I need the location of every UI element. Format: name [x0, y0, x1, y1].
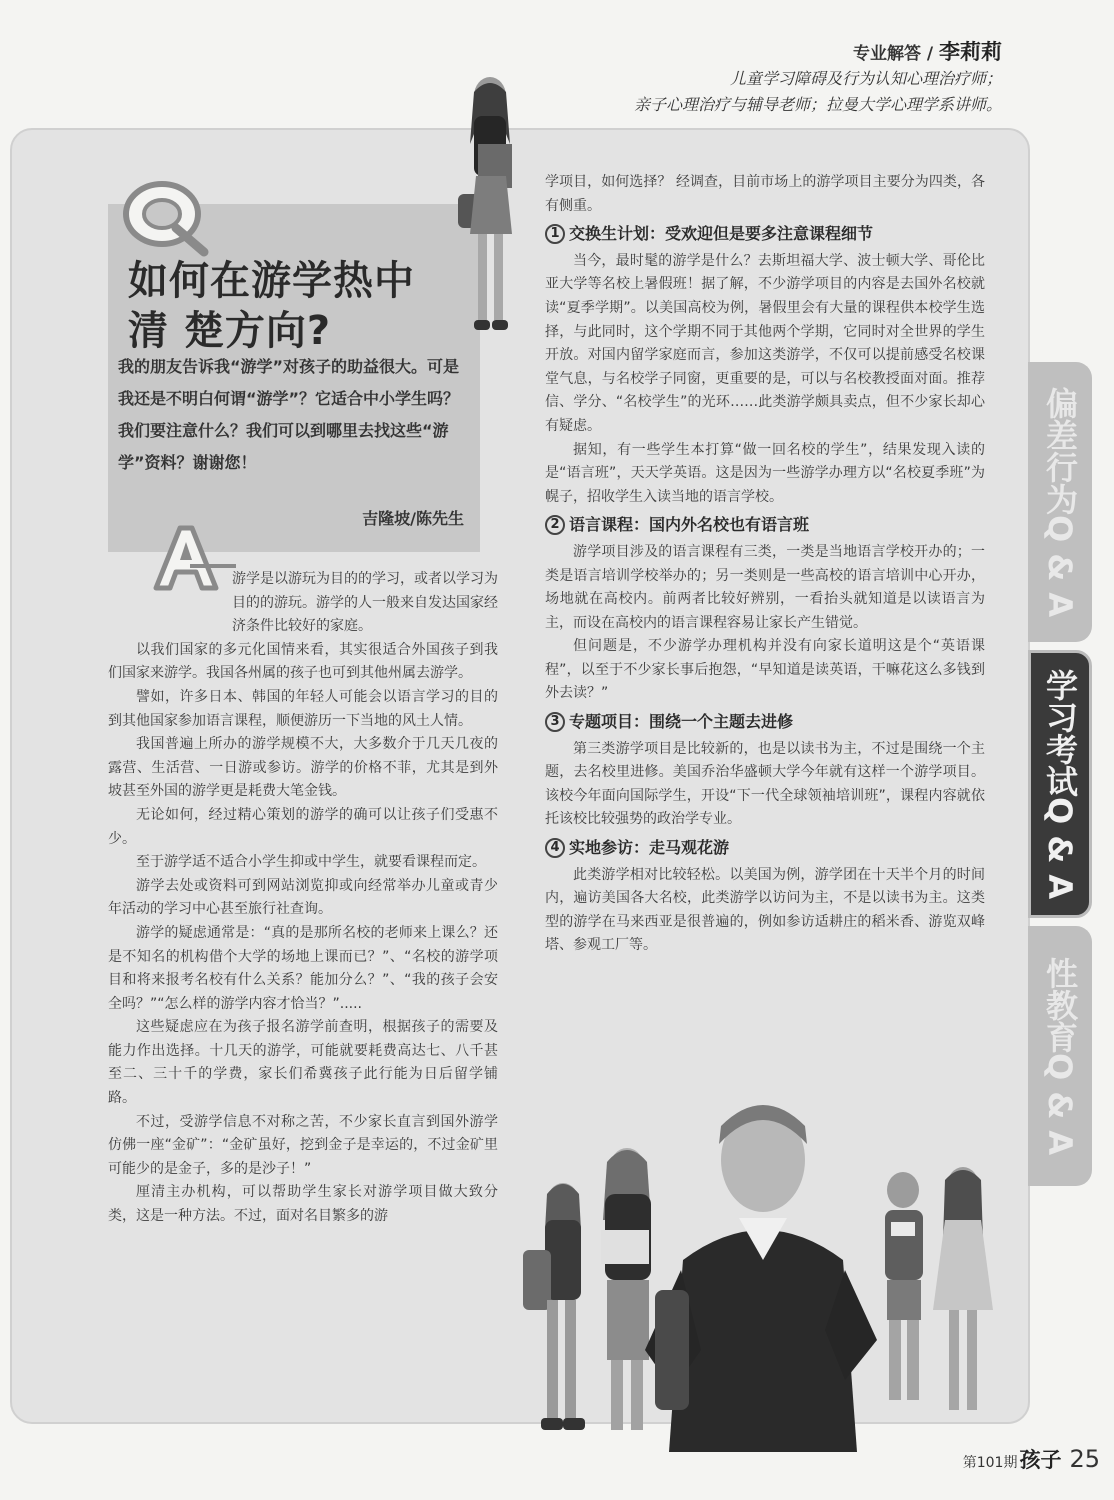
section-heading [545, 222, 985, 246]
category-tabs [1028, 362, 1092, 1186]
answer-paragraph: 当今，最时髦的游学是什么？去斯坦福大学、波士顿大学、哥伦比亚大学等名校上暑假班！据了解，不少游学项目的内容是去国外名校就读“夏季学期”。以美国高校为例，暑假里会有大量的课程供本校学生选择，与此同时，这个学期不同于其他两个学期，它同时对全世界的学生开放。对国内留学家庭而言，参加这类游学，不仅可以提前感受名校课堂气息，与名校学子同窗，更重要的是，可以与名校教授面对面。推荐信、学分、“名校学生”的光环……此类游学颇具卖点，但不少家长却心有疑虑。 [545, 252, 985, 434]
answer-label: 专业解答 / [852, 44, 939, 64]
answer-paragraph: 我国普遍上所办的游学规模不大，大多数介于几天几夜的露营、生活营、一日游或参访。游学的价格不菲，尤其是到外坡甚至外国的游学更是耗费大笔金钱。 [108, 736, 498, 800]
answer-paragraph: 第三类游学项目是比较新的，也是以读书为主，不过是围绕一个主题，去名校里进修。美国乔治华盛顿大学今年就有这样一个游学项目。该校今年面向国际学生，开设“下一代全球领袖培训班”，课程内容就依托该校比较强势的政治学专业。 [545, 740, 985, 828]
page-number: 25 [1069, 1445, 1100, 1473]
answer-paragraph: 无论如何，经过精心策划的游学的确可以让孩子们受惠不少。 [108, 806, 498, 847]
section-heading-text: 实地参访：走马观花游 [569, 838, 730, 858]
section-heading-text: 交换生计划：受欢迎但是要多注意课程细节 [569, 224, 874, 244]
girl-with-books-photo [440, 74, 540, 346]
section-heading [545, 836, 985, 860]
section-number-badge: 3 [545, 712, 565, 732]
question-title-line-1: 如何在游学热中 [128, 258, 415, 304]
author-name: 李莉莉 [939, 40, 1002, 64]
question-body: 我的朋友告诉我“游学”对孩子的助益很大。可是我还是不明白何谓“游学”？它适合中小学生吗？我们要注意什么？我们可以到哪里去找这些“游学”资料？谢谢您！ [118, 357, 460, 472]
section-heading-text: 专题项目：围绕一个主题去进修 [569, 712, 794, 732]
answer-paragraph: 厘清主办机构，可以帮助学生家长对游学项目做大致分类，这是一种方法。不过，面对名目繁多的游 [108, 1184, 498, 1225]
section-number-badge: 2 [545, 515, 565, 535]
section-number-badge: 1 [545, 224, 565, 244]
answer-paragraph: 这些疑虑应在为孩子报名游学前查明，根据孩子的需要及能力作出选择。十几天的游学，可能就要耗费高达七、八千甚至二、三十千的学费，家长们希冀孩子此行能为日后留学铺路。 [108, 1019, 498, 1107]
answer-right-column [545, 171, 985, 958]
answer-paragraph: 至于游学适不适合小学生抑或中学生，就要看课程而定。 [136, 854, 486, 871]
answer-paragraph: 据知，有一些学生本打算“做一回名校的学生”，结果发现入读的是“语言班”，天天学英语。这是因为一些游学办理方以“名校夏季班”为幌子，招收学生入读当地的语言学校。 [545, 441, 985, 505]
page-footer [963, 1444, 1100, 1474]
tab-study-exam-qa[interactable]: 学习考试Q & A [1028, 650, 1092, 918]
issue-number: 第101期 [962, 1455, 1018, 1471]
answer-left-column [108, 568, 498, 1229]
tab-behavior-qa[interactable]: 偏差行为Q & A [1028, 362, 1092, 642]
answer-paragraph: 以我们国家的多元化国情来看，其实很适合外国孩子到我们国家来游学。我国各州属的孩子也可到其他州属去游学。 [108, 641, 498, 682]
section-heading [545, 513, 985, 537]
section-heading [545, 710, 985, 734]
author-header [634, 36, 1002, 118]
answer-paragraph: 不过，受游学信息不对称之苦，不少家长直言到国外游学仿佛一座“金矿”：“金矿虽好，挖到金子是幸运的，不过金矿里可能少的是金子，多的是沙子！” [108, 1113, 498, 1177]
magazine-name: 孩子 [1019, 1448, 1062, 1472]
section-heading-text: 语言课程：国内外名校也有语言班 [569, 515, 810, 535]
question-title-line-2: 清 楚方向? [128, 308, 332, 354]
answer-paragraph: 学项目，如何选择？ 经调查，目前市场上的游学项目主要分为四类，各有侧重。 [545, 174, 985, 214]
answer-paragraph: 但问题是，不少游学办理机构并没有向家长道明这是个“英语课程”，以至于不少家长事后抱怨，“早知道是读英语，干嘛花这么多钱到外去读？” [545, 638, 985, 702]
answer-paragraph: 譬如，许多日本、韩国的年轻人可能会以语言学习的目的到其他国家参加语言课程，顺便游历一下当地的风土人情。 [108, 688, 498, 729]
author-credential-2: 亲子心理治疗与辅导老师；拉曼大学心理学系讲师。 [633, 95, 1002, 114]
answer-paragraph: 游学是以游玩为目的的学习，或者以学习为目的的游玩。游学的人一般来自发达国家经济条件比较好的家庭。 [232, 571, 498, 635]
tab-sex-education-qa[interactable]: 性教育Q & A [1028, 926, 1092, 1186]
section-number-badge: 4 [545, 838, 565, 858]
q-letter-icon [118, 172, 214, 260]
answer-paragraph: 游学项目涉及的语言课程有三类，一类是当地语言学校开办的；一类是语言培训学校举办的；另一类则是一些高校的语言培训中心开办，场地就在高校内。前两者比较好辨别，一看抬头就知道是以读语言为主，而设在高校内的语言课程容易让家长产生错觉。 [545, 543, 985, 631]
answer-paragraph: 游学去处或资料可到网站浏览抑或向经常举办儿童或青少年活动的学习中心甚至旅行社查询。 [108, 877, 498, 918]
question-title [128, 256, 415, 356]
question-signature: 吉隆坡/陈先生 [362, 509, 464, 528]
answer-paragraph: 此类游学相对比较轻松。以美国为例，游学团在十天半个月的时间内，遍访美国各大名校，此类游学以访问为主，不是以读书为主。这类型的游学在马来西亚是很普遍的，例如参访适耕庄的稻米香、游览双峰塔、参观工厂等。 [545, 866, 985, 954]
children-group-photo [505, 1090, 1000, 1452]
answer-paragraph: 游学的疑虑通常是：“真的是那所名校的老师来上课么？还是不知名的机构借个大学的场地上课而已？”、“名校的游学项目和将来报考名校有什么关系？能加分么？”、“我的孩子会安全吗？”“怎么样的游学内容才恰当？”..... [108, 924, 498, 1012]
author-credential-1: 儿童学习障碍及行为认知心理治疗师； [729, 69, 1002, 88]
